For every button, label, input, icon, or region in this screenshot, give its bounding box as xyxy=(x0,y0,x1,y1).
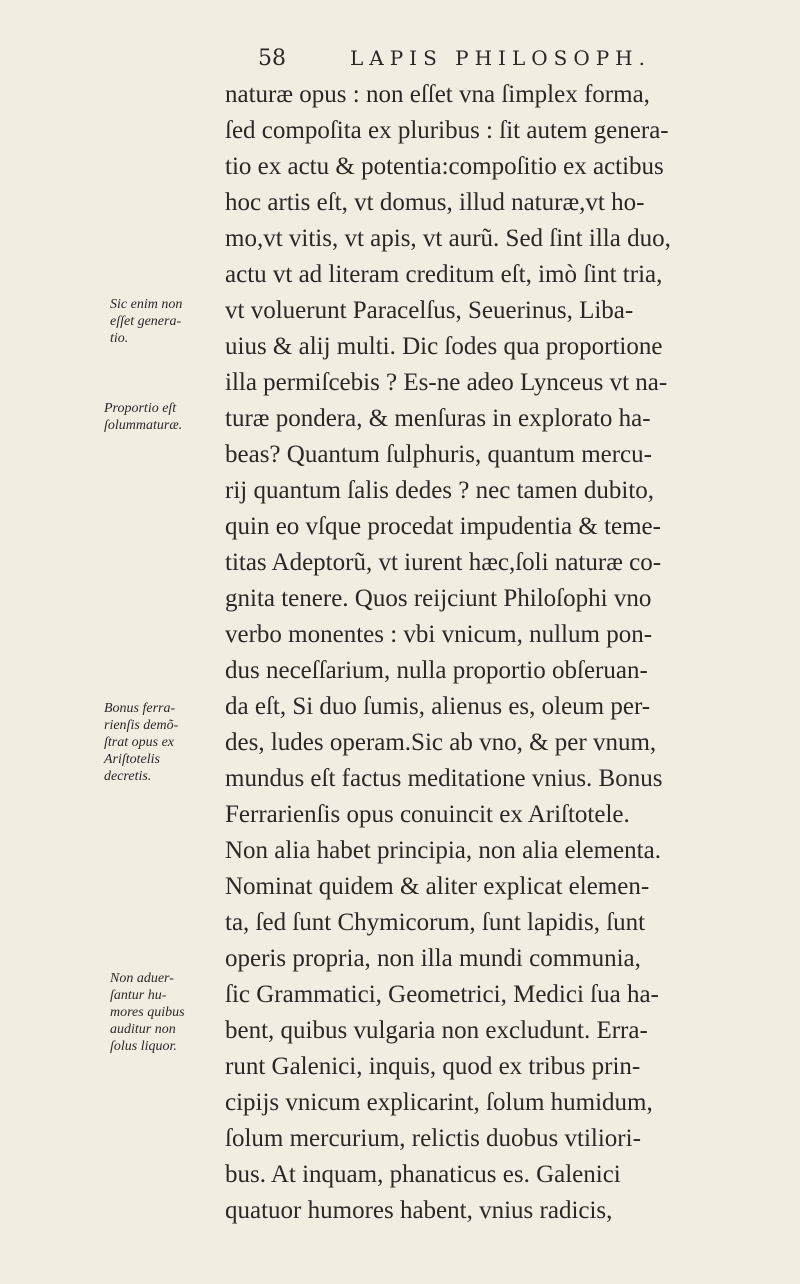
text-line: cipijs vnicum explicarint, ſolum humidum, xyxy=(225,1089,653,1116)
text-line: bus. At inquam, phanaticus es. Galenici xyxy=(225,1161,621,1188)
text-line: des, ludes operam.Sic ab vno, & per vnum, xyxy=(225,729,657,756)
text-line: tio ex actu & potentia:compoſitio ex actibus xyxy=(225,153,664,180)
margin-note-line: Bonus ferra- xyxy=(104,701,176,716)
text-line: naturæ opus : non eſſet vna ſimplex forma, xyxy=(225,81,650,108)
margin-note-line: Sic enim non xyxy=(110,297,183,312)
text-line: quin eo vſque procedat impudentia & teme- xyxy=(225,513,661,540)
text-line: bent, quibus vulgaria non excludunt. Erra- xyxy=(225,1017,648,1044)
running-title: LAPIS PHILOSOPH. xyxy=(350,46,651,70)
text-line: da eſt, Si duo ſumis, alienus es, oleum per- xyxy=(225,693,651,720)
text-line: turæ pondera, & menſuras in explorato ha- xyxy=(225,405,651,432)
text-line: actu vt ad literam creditum eſt, imò ſint tria, xyxy=(225,261,663,288)
text-line: verbo monentes : vbi vnicum, nullum pon- xyxy=(225,621,653,648)
text-line: dus neceſſarium, nulla proportio obſeruan- xyxy=(225,657,648,684)
text-line: mo,vt vitis, vt apis, vt aurũ. Sed ſint illa duo, xyxy=(225,225,671,252)
margin-note-line: auditur non xyxy=(110,1022,176,1037)
margin-note-line: Non aduer- xyxy=(110,971,174,986)
text-line: hoc artis eſt, vt domus, illud naturæ,vt ho- xyxy=(225,189,645,216)
margin-note-line: eſſet genera- xyxy=(110,314,182,329)
margin-note-line: ſolus liquor. xyxy=(110,1039,177,1054)
margin-note xyxy=(110,970,228,1055)
margin-note-line: ſolummaturæ. xyxy=(104,418,183,433)
text-line: quatuor humores habent, vnius radicis, xyxy=(225,1197,613,1224)
text-line: uius & alij multi. Dic ſodes qua proportione xyxy=(225,333,663,360)
text-line: Ferrarienſis opus conuincit ex Ariſtotele. xyxy=(225,801,630,828)
text-line: illa permiſcebis ? Es-ne adeo Lynceus vt na- xyxy=(225,369,668,396)
text-line: operis propria, non illa mundi communia, xyxy=(225,945,641,972)
text-line: ta, ſed ſunt Chymicorum, ſunt lapidis, ſunt xyxy=(225,909,646,936)
text-line: Non alia habet principia, non alia elementa. xyxy=(225,837,661,864)
text-line: rij quantum ſalis dedes ? nec tamen dubito, xyxy=(225,477,655,504)
margin-note-line: tio. xyxy=(110,331,129,346)
margin-note-line: Proportio eſt xyxy=(104,401,177,416)
text-line: runt Galenici, inquis, quod ex tribus prin- xyxy=(225,1053,641,1080)
text-line: titas Adeptorũ, vt iurent hæc,ſoli naturæ co- xyxy=(225,549,662,576)
text-line: ſed compoſita ex pluribus : ſit autem genera- xyxy=(225,117,669,144)
text-line: vt voluerunt Paracelſus, Seuerinus, Liba- xyxy=(225,297,634,324)
text-line: beas? Quantum ſulphuris, quantum mercu- xyxy=(225,441,652,468)
margin-note-line: decretis. xyxy=(104,769,152,784)
text-line: ſolum mercurium, relictis duobus vtiliori- xyxy=(225,1125,641,1152)
page-header xyxy=(258,46,718,78)
margin-note-line: ſtrat opus ex xyxy=(104,735,174,750)
margin-note xyxy=(104,700,222,785)
margin-note xyxy=(110,296,228,347)
page-number: 58 xyxy=(258,46,286,71)
text-line: mundus eſt factus meditatione vnius. Bonus xyxy=(225,765,663,792)
margin-note-line: rienſis demõ- xyxy=(104,718,179,733)
margin-note-line: ſantur hu- xyxy=(110,988,167,1003)
margin-note xyxy=(104,400,222,434)
text-line: gnita tenere. Quos reijciunt Philoſophi vno xyxy=(225,585,652,612)
margin-note-line: mores quibus xyxy=(110,1005,185,1020)
text-line: ſic Grammatici, Geometrici, Medici ſua ha- xyxy=(225,981,659,1008)
text-line: Nominat quidem & aliter explicat elemen- xyxy=(225,873,650,900)
margin-note-line: Ariſtotelis xyxy=(104,752,160,767)
